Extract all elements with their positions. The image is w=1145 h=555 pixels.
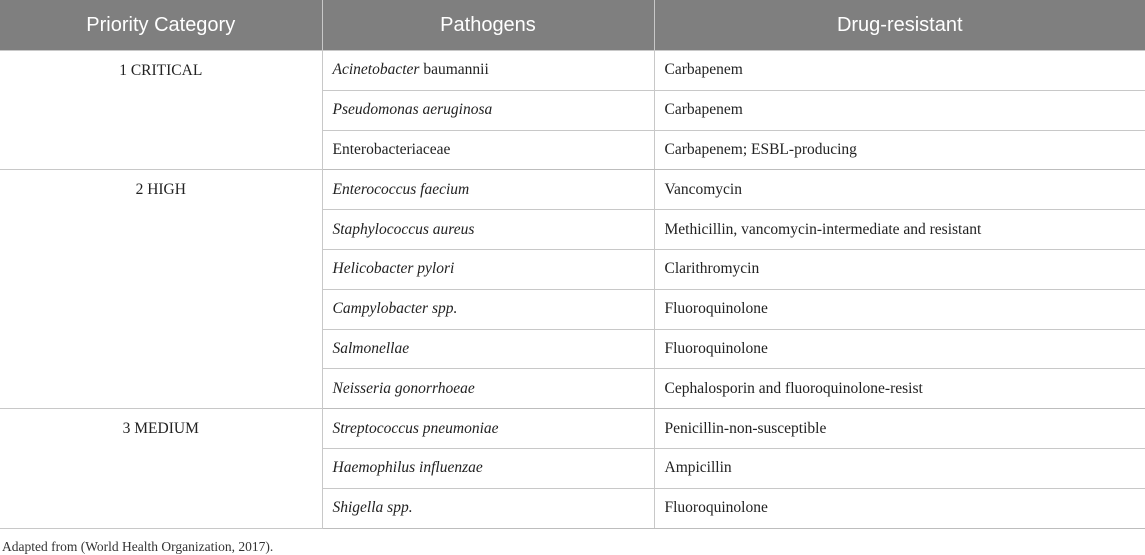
pathogen-cell [322,51,654,91]
pathogen-cell [322,329,654,369]
pathogen-name-italic: Streptococcus pneumoniae [332,419,499,437]
resistance-cell: Penicillin-non-susceptible [654,409,1145,449]
pathogen-cell [322,249,654,289]
priority-category-cell: 2 HIGH [0,170,322,409]
pathogen-name-italic: Salmonellae [332,339,410,357]
pathogen-cell [322,210,654,250]
priority-category-cell: 1 CRITICAL [0,51,322,170]
pathogen-cell [322,488,654,528]
pathogen-name-italic: Helicobacter pylori [332,260,455,278]
resistance-cell: Fluoroquinolone [654,488,1145,528]
pathogen-cell [322,448,654,488]
pathogen-cell [322,409,654,449]
table-body [0,51,1145,529]
pathogen-name-plain: baumannii [419,61,489,79]
priority-category-cell: 3 MEDIUM [0,409,322,528]
pathogen-name-italic: Campylobacter spp. [332,300,458,318]
pathogen-cell [322,130,654,170]
resistance-cell: Carbapenem [654,90,1145,130]
pathogen-cell [322,170,654,210]
resistance-cell: Methicillin, vancomycin-intermediate and resistant [654,210,1145,250]
pathogen-name-italic: Haemophilus influenzae [332,459,483,477]
resistance-cell: Fluoroquinolone [654,329,1145,369]
pathogen-name-plain: Enterobacteriaceae [332,140,451,158]
header-row [0,0,1145,51]
resistance-cell: Carbapenem [654,51,1145,91]
resistance-cell: Vancomycin [654,170,1145,210]
resistance-cell: Ampicillin [654,448,1145,488]
header-priority-category: Priority Category [0,0,322,51]
table-row [0,409,1145,449]
pathogen-name-italic: Pseudomonas aeruginosa [332,101,493,119]
table-header [0,0,1145,51]
pathogen-name-italic: Acinetobacter [332,61,420,79]
resistance-cell: Fluoroquinolone [654,289,1145,329]
header-pathogens: Pathogens [322,0,654,51]
pathogen-cell [322,289,654,329]
table-footnote: Adapted from (World Health Organization, 2017). [2,538,274,554]
pathogen-name-italic: Enterococcus faecium [332,180,470,198]
resistance-cell: Clarithromycin [654,249,1145,289]
pathogen-cell [322,369,654,409]
resistance-cell: Carbapenem; ESBL-producing [654,130,1145,170]
table-row [0,170,1145,210]
pathogen-name-italic: Staphylococcus aureus [332,220,475,238]
table-row [0,51,1145,91]
pathogen-name-italic: Neisseria gonorrhoeae [332,379,475,397]
resistance-cell: Cephalosporin and fluoroquinolone-resist [654,369,1145,409]
header-drug-resistant: Drug-resistant [654,0,1145,51]
pathogen-name-italic: Shigella spp. [332,499,413,517]
pathogen-cell [322,90,654,130]
